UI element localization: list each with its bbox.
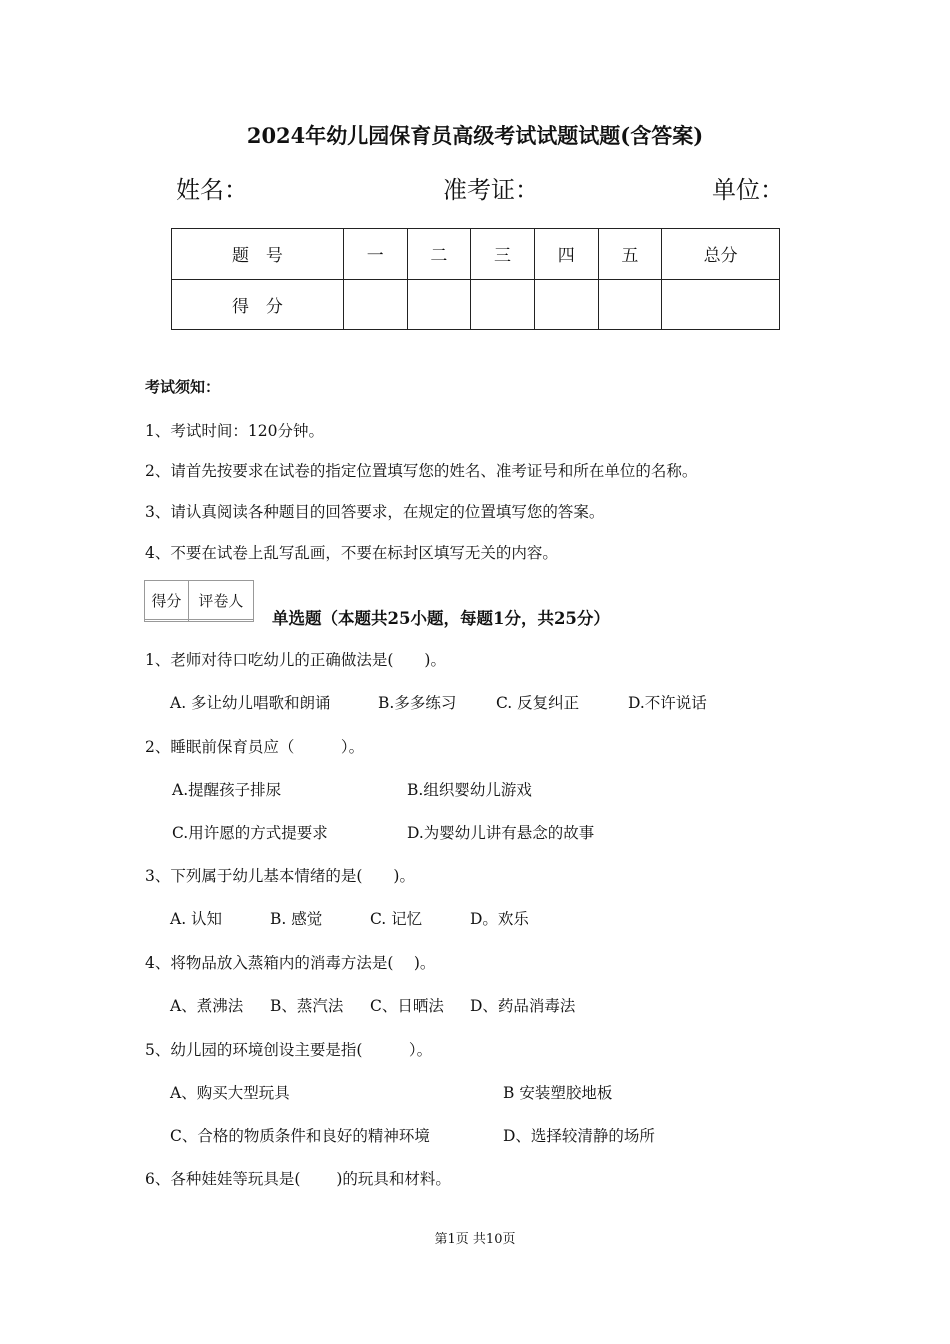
score-header-cell: 总分 bbox=[662, 229, 780, 280]
question-option[interactable]: A、煮沸法 bbox=[170, 997, 244, 1015]
question-option[interactable]: D.为婴幼儿讲有悬念的故事 bbox=[407, 824, 595, 842]
notice-item: 4、不要在试卷上乱写乱画，不要在标封区填写无关的内容。 bbox=[145, 544, 558, 562]
section-heading: 单选题（本题共25小题，每题1分，共25分） bbox=[272, 609, 610, 628]
score-cell[interactable] bbox=[407, 279, 471, 330]
score-table bbox=[171, 228, 780, 330]
question-option[interactable]: B 安装塑胶地板 bbox=[503, 1084, 613, 1102]
score-table-score-row bbox=[172, 279, 780, 330]
question-option[interactable]: D.不许说话 bbox=[628, 694, 707, 712]
notice-item: 3、请认真阅读各种题目的回答要求，在规定的位置填写您的答案。 bbox=[145, 503, 605, 521]
page-title: 2024年幼儿园保育员高级考试试题试题(含答案) bbox=[246, 123, 704, 148]
score-cell[interactable] bbox=[471, 279, 535, 330]
score-header-cell: 三 bbox=[471, 229, 535, 280]
question-option[interactable]: C. 反复纠正 bbox=[496, 694, 580, 712]
question-option[interactable]: C.用许愿的方式提要求 bbox=[172, 824, 328, 842]
question-option[interactable]: A、购买大型玩具 bbox=[170, 1084, 290, 1102]
score-row-label: 得 分 bbox=[172, 279, 344, 330]
score-cell[interactable] bbox=[343, 279, 407, 330]
score-header-cell: 二 bbox=[407, 229, 471, 280]
exam-number-label: 准考证： bbox=[443, 176, 539, 204]
grader-name-cell[interactable] bbox=[188, 620, 253, 622]
question-stem: 2、睡眠前保育员应（ ）。 bbox=[145, 738, 365, 756]
question-option[interactable]: B. 感觉 bbox=[270, 910, 323, 928]
score-header-cell: 一 bbox=[343, 229, 407, 280]
score-cell[interactable] bbox=[598, 279, 662, 330]
name-label: 姓名： bbox=[176, 176, 248, 204]
question-option[interactable]: C. 记忆 bbox=[370, 910, 423, 928]
question-option[interactable]: C、日晒法 bbox=[370, 997, 444, 1015]
notice-item: 2、请首先按要求在试卷的指定位置填写您的姓名、准考证号和所在单位的名称。 bbox=[145, 462, 698, 480]
question-option[interactable]: A. 多让幼儿唱歌和朗诵 bbox=[170, 694, 331, 712]
question-option[interactable]: D、药品消毒法 bbox=[470, 997, 576, 1015]
question-stem: 4、将物品放入蒸箱内的消毒方法是( )。 bbox=[145, 954, 436, 972]
question-stem: 1、老师对待口吃幼儿的正确做法是( )。 bbox=[145, 651, 446, 669]
question-stem: 6、各种娃娃等玩具是( )的玩具和材料。 bbox=[145, 1170, 451, 1188]
question-stem: 3、下列属于幼儿基本情绪的是( )。 bbox=[145, 867, 415, 885]
question-option[interactable]: B.组织婴幼儿游戏 bbox=[407, 781, 532, 799]
notice-item: 1、考试时间：120分钟。 bbox=[145, 422, 324, 440]
grader-score-label: 得分 bbox=[145, 581, 189, 620]
score-header-cell: 题 号 bbox=[172, 229, 344, 280]
question-option[interactable]: A.提醒孩子排尿 bbox=[172, 781, 282, 799]
score-cell[interactable] bbox=[662, 279, 780, 330]
question-option[interactable]: B.多多练习 bbox=[378, 694, 457, 712]
score-header-cell: 五 bbox=[598, 229, 662, 280]
question-option[interactable]: D、选择较清静的场所 bbox=[503, 1127, 655, 1145]
grader-box bbox=[144, 580, 254, 622]
score-cell[interactable] bbox=[534, 279, 598, 330]
score-header-cell: 四 bbox=[534, 229, 598, 280]
score-table-header-row bbox=[172, 229, 780, 280]
grader-score-cell[interactable] bbox=[145, 620, 189, 622]
question-stem: 5、幼儿园的环境创设主要是指( ）。 bbox=[145, 1041, 433, 1059]
question-option[interactable]: A. 认知 bbox=[170, 910, 223, 928]
notice-heading: 考试须知： bbox=[145, 378, 221, 396]
unit-label: 单位： bbox=[712, 176, 784, 204]
question-option[interactable]: B、蒸汽法 bbox=[270, 997, 344, 1015]
question-option[interactable]: D。欢乐 bbox=[470, 910, 529, 928]
question-option[interactable]: C、合格的物质条件和良好的精神环境 bbox=[170, 1127, 430, 1145]
page-footer: 第1页 共10页 bbox=[434, 1232, 516, 1247]
grader-name-label: 评卷人 bbox=[188, 581, 253, 620]
